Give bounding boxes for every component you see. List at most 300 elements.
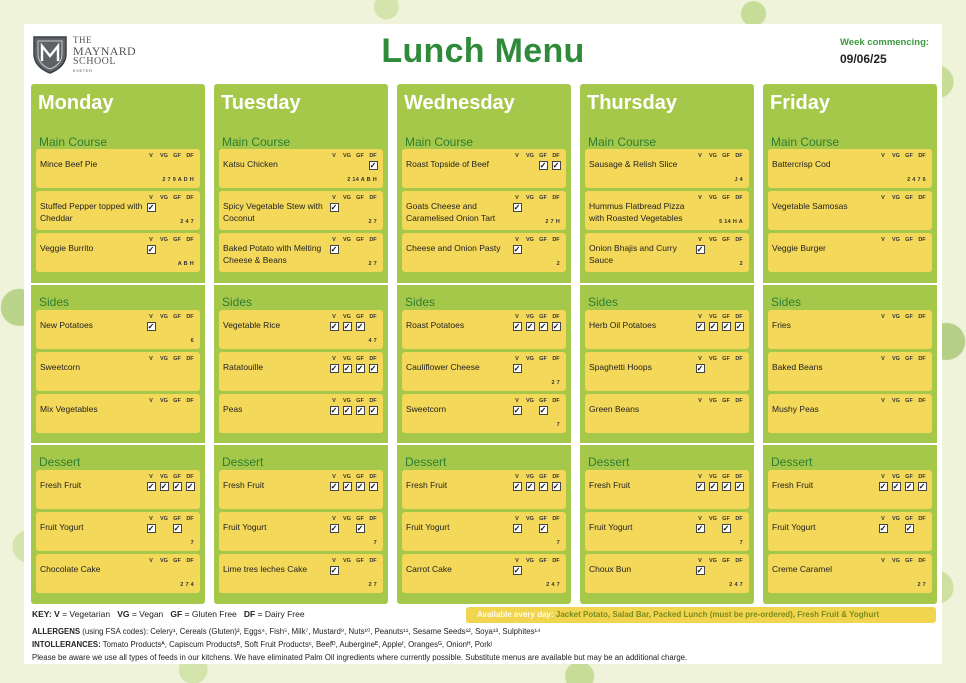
diet-column-vg (342, 236, 352, 254)
diet-header-gf: GF (173, 558, 181, 564)
diet-column-v (329, 515, 339, 533)
diet-header-v: V (698, 516, 702, 522)
menu-item-name: Sausage & Relish Slice (589, 159, 678, 169)
diet-column-vg (342, 152, 352, 170)
key-vg-text: = Vegan (131, 609, 164, 619)
diet-header-v: V (332, 195, 336, 201)
diet-header-gf: GF (722, 558, 730, 564)
diet-header-df: DF (735, 474, 743, 480)
diet-checkbox-gf: ✓ (722, 322, 730, 331)
diet-header-vg: VG (343, 516, 351, 522)
menu-item (402, 191, 566, 230)
diet-header-vg: VG (709, 314, 717, 320)
diet-column-df (368, 557, 378, 575)
diet-header-gf: GF (722, 153, 730, 159)
diet-checkbox-v: ✓ (330, 482, 338, 491)
diet-column-vg (708, 397, 718, 415)
allergen-codes: 5 14 H A (719, 219, 743, 225)
diet-header-v: V (149, 314, 153, 320)
diet-header-v: V (881, 195, 885, 201)
diet-header-gf: GF (173, 516, 181, 522)
diet-column-gf (538, 313, 548, 331)
diet-checkbox-vg: ✓ (526, 482, 534, 491)
menu-item (768, 352, 932, 391)
diet-column-vg (342, 194, 352, 212)
menu-item (402, 233, 566, 272)
diet-header-gf: GF (905, 516, 913, 522)
diet-checkbox-v: ✓ (513, 566, 521, 575)
diet-flags (146, 557, 195, 575)
diet-column-gf (721, 355, 731, 373)
diet-header-vg: VG (892, 153, 900, 159)
diet-column-gf (538, 473, 548, 491)
diet-checkbox-v: ✓ (696, 524, 704, 533)
diet-checkbox-vg: ✓ (526, 322, 534, 331)
diet-column-v (329, 194, 339, 212)
diet-header-v: V (149, 516, 153, 522)
diet-header-df: DF (369, 474, 377, 480)
diet-column-vg (342, 473, 352, 491)
diet-column-gf (721, 313, 731, 331)
diet-flags (146, 152, 195, 170)
diet-column-v (329, 152, 339, 170)
diet-checkbox-gf: ✓ (905, 482, 913, 491)
section-title: Dessert (588, 455, 630, 469)
diet-column-gf (172, 355, 182, 373)
menu-item-name: Fruit Yogurt (406, 522, 450, 532)
diet-checkbox-v: ✓ (147, 524, 155, 533)
diet-header-gf: GF (539, 558, 547, 564)
diet-header-vg: VG (160, 153, 168, 159)
diet-header-df: DF (369, 558, 377, 564)
diet-header-vg: VG (709, 153, 717, 159)
diet-header-vg: VG (343, 195, 351, 201)
diet-flags (146, 515, 195, 533)
diet-column-v (146, 152, 156, 170)
diet-flags (695, 515, 744, 533)
diet-flags (878, 355, 927, 373)
menu-item (585, 512, 749, 551)
diet-column-v (695, 194, 705, 212)
diet-column-v (329, 473, 339, 491)
allergen-codes: 7 (556, 422, 560, 428)
diet-header-vg: VG (709, 237, 717, 243)
diet-column-v (146, 355, 156, 373)
diet-header-gf: GF (173, 153, 181, 159)
diet-column-v (146, 194, 156, 212)
menu-item-name: Cauliflower Cheese (406, 362, 480, 372)
diet-flags (329, 152, 378, 170)
diet-header-v: V (332, 516, 336, 522)
diet-column-v (512, 236, 522, 254)
allergen-codes: 2 7 4 (180, 582, 194, 588)
diet-header-vg: VG (892, 558, 900, 564)
diet-flags (146, 355, 195, 373)
logo-line-2: MAYNARD (73, 43, 137, 58)
menu-item-name: Veggie Burger (772, 243, 826, 253)
diet-column-gf (904, 194, 914, 212)
menu-item-name: Mix Vegetables (40, 404, 98, 414)
diet-column-vg (708, 313, 718, 331)
diet-column-vg (342, 397, 352, 415)
diet-column-v (878, 355, 888, 373)
diet-header-v: V (332, 398, 336, 404)
diet-header-vg: VG (526, 356, 534, 362)
diet-header-df: DF (186, 474, 194, 480)
key-v: V (54, 609, 60, 619)
diet-header-gf: GF (356, 314, 364, 320)
diet-column-gf (538, 515, 548, 533)
diet-column-vg (159, 236, 169, 254)
diet-flags (695, 194, 744, 212)
diet-column-v (878, 397, 888, 415)
diet-column-vg (708, 194, 718, 212)
diet-column-v (329, 557, 339, 575)
menu-item-name: Spaghetti Hoops (589, 362, 652, 372)
everyday-label: Available every day: (477, 610, 554, 619)
allergen-codes: A B H (177, 261, 194, 267)
diet-column-vg (159, 355, 169, 373)
menu-item-name: Herb Oil Potatoes (589, 320, 657, 330)
diet-column-gf (904, 355, 914, 373)
diet-header-gf: GF (722, 516, 730, 522)
diet-column-df (185, 515, 195, 533)
section-title: Main Course (405, 135, 474, 149)
diet-checkbox-df: ✓ (369, 482, 377, 491)
diet-header-vg: VG (709, 356, 717, 362)
diet-column-df (551, 194, 561, 212)
diet-checkbox-df: ✓ (552, 161, 560, 170)
menu-item (402, 394, 566, 433)
diet-flags (695, 557, 744, 575)
section-title: Sides (222, 295, 253, 309)
diet-column-v (695, 313, 705, 331)
menu-item (402, 310, 566, 349)
dessert-section (397, 443, 571, 603)
diet-header-v: V (881, 237, 885, 243)
diet-header-vg: VG (892, 237, 900, 243)
key-label: KEY: (32, 609, 52, 619)
menu-item-name: Fresh Fruit (406, 480, 448, 490)
diet-header-v: V (881, 356, 885, 362)
diet-header-vg: VG (892, 314, 900, 320)
diet-flags (512, 236, 561, 254)
diet-header-v: V (881, 153, 885, 159)
diet-column-df (185, 152, 195, 170)
diet-column-gf (904, 397, 914, 415)
diet-header-gf: GF (905, 356, 913, 362)
diet-column-gf (355, 557, 365, 575)
diet-header-gf: GF (173, 356, 181, 362)
diet-column-vg (891, 313, 901, 331)
diet-header-vg: VG (526, 516, 534, 522)
diet-checkbox-gf: ✓ (356, 524, 364, 533)
diet-header-vg: VG (160, 195, 168, 201)
diet-flags (512, 152, 561, 170)
diet-header-df: DF (369, 356, 377, 362)
diet-header-v: V (149, 558, 153, 564)
diet-column-vg (525, 313, 535, 331)
diet-column-v (878, 194, 888, 212)
diet-column-v (146, 557, 156, 575)
allergen-codes: 2 4 7 (546, 582, 560, 588)
diet-header-gf: GF (173, 474, 181, 480)
diet-flags (695, 236, 744, 254)
diet-header-gf: GF (722, 195, 730, 201)
diet-column-v (146, 313, 156, 331)
menu-item-name: Goats Cheese and Caramelised Onion Tart (406, 201, 496, 223)
allergen-codes: 2 7 (368, 261, 377, 267)
diet-checkbox-v: ✓ (330, 322, 338, 331)
diet-column-gf (172, 236, 182, 254)
diet-header-vg: VG (526, 153, 534, 159)
sides-section (580, 283, 754, 443)
menu-item (219, 554, 383, 593)
diet-column-df (734, 557, 744, 575)
diet-checkbox-vg: ✓ (343, 406, 351, 415)
menu-item (219, 149, 383, 188)
diet-header-df: DF (918, 237, 926, 243)
diet-column-gf (355, 236, 365, 254)
diet-column-vg (708, 473, 718, 491)
diet-column-gf (904, 152, 914, 170)
diet-checkbox-v: ✓ (513, 245, 521, 254)
diet-header-df: DF (186, 237, 194, 243)
diet-header-vg: VG (160, 474, 168, 480)
diet-flags (146, 397, 195, 415)
diet-column-df (185, 194, 195, 212)
diet-header-v: V (698, 153, 702, 159)
diet-header-df: DF (735, 398, 743, 404)
diet-column-v (878, 152, 888, 170)
diet-column-v (512, 397, 522, 415)
menu-item (585, 554, 749, 593)
diet-checkbox-v: ✓ (696, 245, 704, 254)
diet-column-v (146, 236, 156, 254)
diet-header-vg: VG (343, 237, 351, 243)
diet-header-gf: GF (173, 237, 181, 243)
menu-item-name: Vegetable Rice (223, 320, 281, 330)
menu-item-name: Fresh Fruit (40, 480, 82, 490)
diet-header-df: DF (918, 195, 926, 201)
diet-header-v: V (515, 237, 519, 243)
menu-sheet (24, 24, 942, 664)
diet-header-df: DF (552, 398, 560, 404)
diet-column-df (917, 313, 927, 331)
menu-item (768, 394, 932, 433)
diet-header-gf: GF (905, 195, 913, 201)
menu-item-name: Fresh Fruit (772, 480, 814, 490)
menu-item (585, 352, 749, 391)
diet-checkbox-df: ✓ (369, 161, 377, 170)
menu-item-name: Peas (223, 404, 243, 414)
menu-item (219, 470, 383, 509)
diet-column-vg (891, 236, 901, 254)
day-name: Monday (38, 92, 114, 114)
menu-item-name: Sweetcorn (406, 404, 447, 414)
diet-checkbox-vg: ✓ (709, 482, 717, 491)
diet-checkbox-vg: ✓ (892, 482, 900, 491)
diet-flags (329, 194, 378, 212)
diet-checkbox-df: ✓ (186, 482, 194, 491)
diet-column-vg (525, 473, 535, 491)
diet-column-gf (721, 152, 731, 170)
diet-column-df (734, 473, 744, 491)
diet-column-v (878, 557, 888, 575)
everyday-items: Jacket Potato, Salad Bar, Packed Lunch (must be pre-ordered), Fresh Fruit & Yoghurt (555, 610, 880, 619)
diet-header-gf: GF (356, 237, 364, 243)
day-name: Wednesday (404, 92, 515, 114)
diet-flags (146, 313, 195, 331)
menu-item-name: Onion Bhajis and Curry Sauce (589, 243, 677, 265)
diet-column-df (368, 515, 378, 533)
diet-header-vg: VG (160, 356, 168, 362)
diet-column-vg (891, 515, 901, 533)
diet-column-vg (708, 236, 718, 254)
menu-item-name: Choux Bun (589, 564, 632, 574)
diet-column-df (368, 355, 378, 373)
diet-column-df (917, 355, 927, 373)
diet-header-v: V (881, 558, 885, 564)
diet-column-gf (172, 397, 182, 415)
diet-header-df: DF (186, 558, 194, 564)
diet-column-df (917, 194, 927, 212)
menu-item-name: Fresh Fruit (589, 480, 631, 490)
day-column-friday (763, 84, 937, 604)
diet-column-v (695, 473, 705, 491)
diet-column-gf (721, 515, 731, 533)
diet-header-df: DF (735, 237, 743, 243)
section-title: Sides (588, 295, 619, 309)
menu-item (219, 191, 383, 230)
diet-column-vg (708, 515, 718, 533)
diet-header-vg: VG (343, 474, 351, 480)
diet-column-df (368, 152, 378, 170)
diet-header-v: V (149, 237, 153, 243)
diet-header-gf: GF (722, 398, 730, 404)
diet-header-v: V (881, 516, 885, 522)
days-grid (31, 84, 937, 604)
diet-column-df (551, 313, 561, 331)
day-column-monday (31, 84, 205, 604)
section-title: Main Course (222, 135, 291, 149)
diet-header-v: V (515, 195, 519, 201)
diet-header-gf: GF (356, 195, 364, 201)
diet-header-df: DF (552, 558, 560, 564)
diet-checkbox-v: ✓ (147, 482, 155, 491)
diet-column-vg (891, 397, 901, 415)
diet-flags (878, 473, 927, 491)
week-date: 09/06/25 (840, 52, 887, 66)
diet-header-gf: GF (356, 474, 364, 480)
diet-column-df (734, 152, 744, 170)
menu-item-name: Carrot Cake (406, 564, 452, 574)
diet-checkbox-v: ✓ (330, 566, 338, 575)
diet-column-v (146, 515, 156, 533)
diet-header-v: V (332, 356, 336, 362)
diet-header-v: V (698, 356, 702, 362)
diet-header-df: DF (186, 516, 194, 522)
diet-flags (512, 473, 561, 491)
diet-header-df: DF (735, 195, 743, 201)
sides-section (397, 283, 571, 443)
diet-checkbox-gf: ✓ (356, 322, 364, 331)
diet-column-gf (355, 152, 365, 170)
diet-header-df: DF (735, 516, 743, 522)
diet-checkbox-v: ✓ (513, 322, 521, 331)
diet-column-df (734, 515, 744, 533)
diet-header-v: V (515, 474, 519, 480)
diet-checkbox-df: ✓ (369, 406, 377, 415)
menu-item-name: Veggie Burrito (40, 243, 94, 253)
diet-column-df (551, 397, 561, 415)
diet-flags (512, 397, 561, 415)
diet-checkbox-vg: ✓ (343, 482, 351, 491)
diet-column-gf (721, 194, 731, 212)
diet-column-gf (904, 515, 914, 533)
diet-flags (329, 397, 378, 415)
diet-checkbox-gf: ✓ (722, 482, 730, 491)
day-column-wednesday (397, 84, 571, 604)
diet-header-df: DF (369, 314, 377, 320)
dessert-section (580, 443, 754, 603)
sides-section (31, 283, 205, 443)
diet-column-v (878, 236, 888, 254)
section-title: Main Course (588, 135, 657, 149)
allergen-codes: 7 (190, 540, 194, 546)
diet-column-v (695, 236, 705, 254)
logo-line-1: THE (73, 34, 92, 45)
diet-checkbox-gf: ✓ (356, 406, 364, 415)
diet-header-df: DF (918, 314, 926, 320)
diet-header-gf: GF (539, 153, 547, 159)
diet-column-gf (355, 397, 365, 415)
diet-checkbox-gf: ✓ (356, 364, 364, 373)
diet-checkbox-df: ✓ (552, 322, 560, 331)
diet-column-v (512, 313, 522, 331)
intolerances-line (32, 640, 936, 649)
diet-column-vg (708, 152, 718, 170)
diet-column-v (512, 557, 522, 575)
diet-header-v: V (515, 153, 519, 159)
diet-header-v: V (515, 314, 519, 320)
menu-item-name: Katsu Chicken (223, 159, 278, 169)
diet-header-v: V (149, 153, 153, 159)
notice-line: Please be aware we use all types of feeds in our kitchens. We have eliminated Palm Oil ingredients where currently possible. Substitute menus are available but may be an additional charge. (32, 653, 688, 662)
diet-header-vg: VG (160, 398, 168, 404)
key-gf: GF (170, 609, 183, 619)
diet-checkbox-gf: ✓ (539, 406, 547, 415)
diet-header-v: V (515, 558, 519, 564)
diet-column-v (512, 194, 522, 212)
diet-checkbox-v: ✓ (330, 203, 338, 212)
diet-column-vg (525, 397, 535, 415)
diet-checkbox-gf: ✓ (356, 482, 364, 491)
menu-item-name: Mushy Peas (772, 404, 819, 414)
diet-header-gf: GF (539, 195, 547, 201)
menu-item (585, 191, 749, 230)
diet-header-v: V (881, 314, 885, 320)
diet-header-v: V (332, 314, 336, 320)
allergen-codes: 2 7 (368, 219, 377, 225)
diet-column-v (146, 473, 156, 491)
diet-header-vg: VG (709, 558, 717, 564)
diet-column-v (329, 236, 339, 254)
diet-column-df (734, 236, 744, 254)
menu-item-name: Fruit Yogurt (40, 522, 84, 532)
menu-item (768, 512, 932, 551)
diet-checkbox-df: ✓ (735, 322, 743, 331)
